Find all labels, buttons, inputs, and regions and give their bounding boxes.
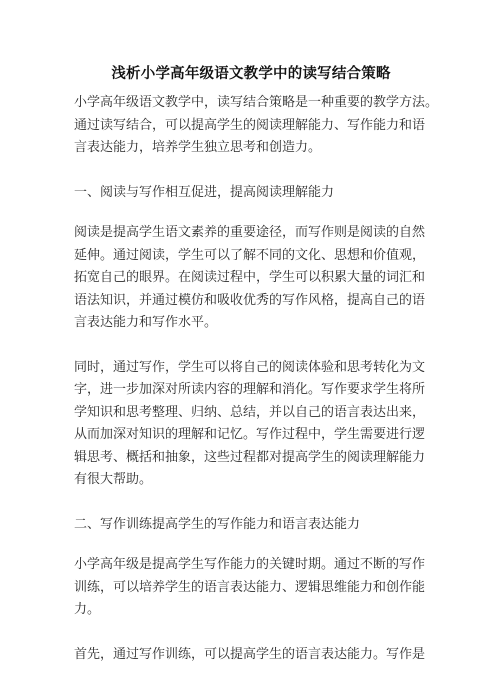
document-body <box>74 92 440 688</box>
text-line: 小学高年级语文教学中，读写结合策略是一种重要的教学方法。 <box>74 95 439 110</box>
text-line: 力。 <box>74 602 101 617</box>
section1-paragraph-1 <box>74 222 440 335</box>
text-line: 首先，通过写作训练，可以提高学生的语言表达能力。写作是 <box>74 646 426 662</box>
intro-paragraph <box>74 92 440 160</box>
text-line: 言表达能力和写作水平。 <box>74 315 218 330</box>
text-line: 延伸。通过阅读，学生可以了解不同的文化、思想和价值观， <box>74 247 426 263</box>
text-line: 言表达能力，培养学生独立思考和创造力。 <box>74 140 322 155</box>
text-line: 阅读是提高学生语文素养的重要途径，而写作则是阅读的自然 <box>74 225 426 240</box>
section-heading-1: 一、阅读与写作相互促进，提高阅读理解能力 <box>74 184 335 200</box>
text-line: 从而加深对知识的理解和记忆。写作过程中，学生需要进行逻 <box>74 427 426 442</box>
text-line: 学知识和思考整理、归纳、总结，并以自己的语言表达出来， <box>74 404 426 420</box>
text-line: 辑思考、概括和抽象，这些过程都对提高学生的阅读理解能力 <box>74 449 426 465</box>
text-line: 训练，可以培养学生的语言表达能力、逻辑思维能力和创作能 <box>74 579 426 595</box>
text-line: 语法知识，并通过模仿和吸收优秀的写作风格，提高自己的语 <box>74 292 426 308</box>
text-line: 小学高年级是提高学生写作能力的关键时期。通过不断的写作 <box>74 557 426 572</box>
section1-paragraph-2 <box>74 357 440 492</box>
text-line: 有很大帮助。 <box>74 472 153 487</box>
text-line: 通过读写结合，可以提高学生的阅读理解能力、写作能力和语 <box>74 117 426 133</box>
section2-paragraph-2 <box>74 644 440 667</box>
text-line: 拓宽自己的眼界。在阅读过程中，学生可以积累大量的词汇和 <box>74 270 426 285</box>
document-title: 浅析小学高年级语文教学中的读写结合策略 <box>111 65 391 82</box>
section-heading-2: 二、写作训练提高学生的写作能力和语言表达能力 <box>74 516 361 532</box>
section2-paragraph-1 <box>74 554 440 622</box>
text-line: 字，进一步加深对所读内容的理解和消化。写作要求学生将所 <box>74 382 426 397</box>
text-line: 同时，通过写作，学生可以将自己的阅读体验和思考转化为文 <box>74 359 426 375</box>
